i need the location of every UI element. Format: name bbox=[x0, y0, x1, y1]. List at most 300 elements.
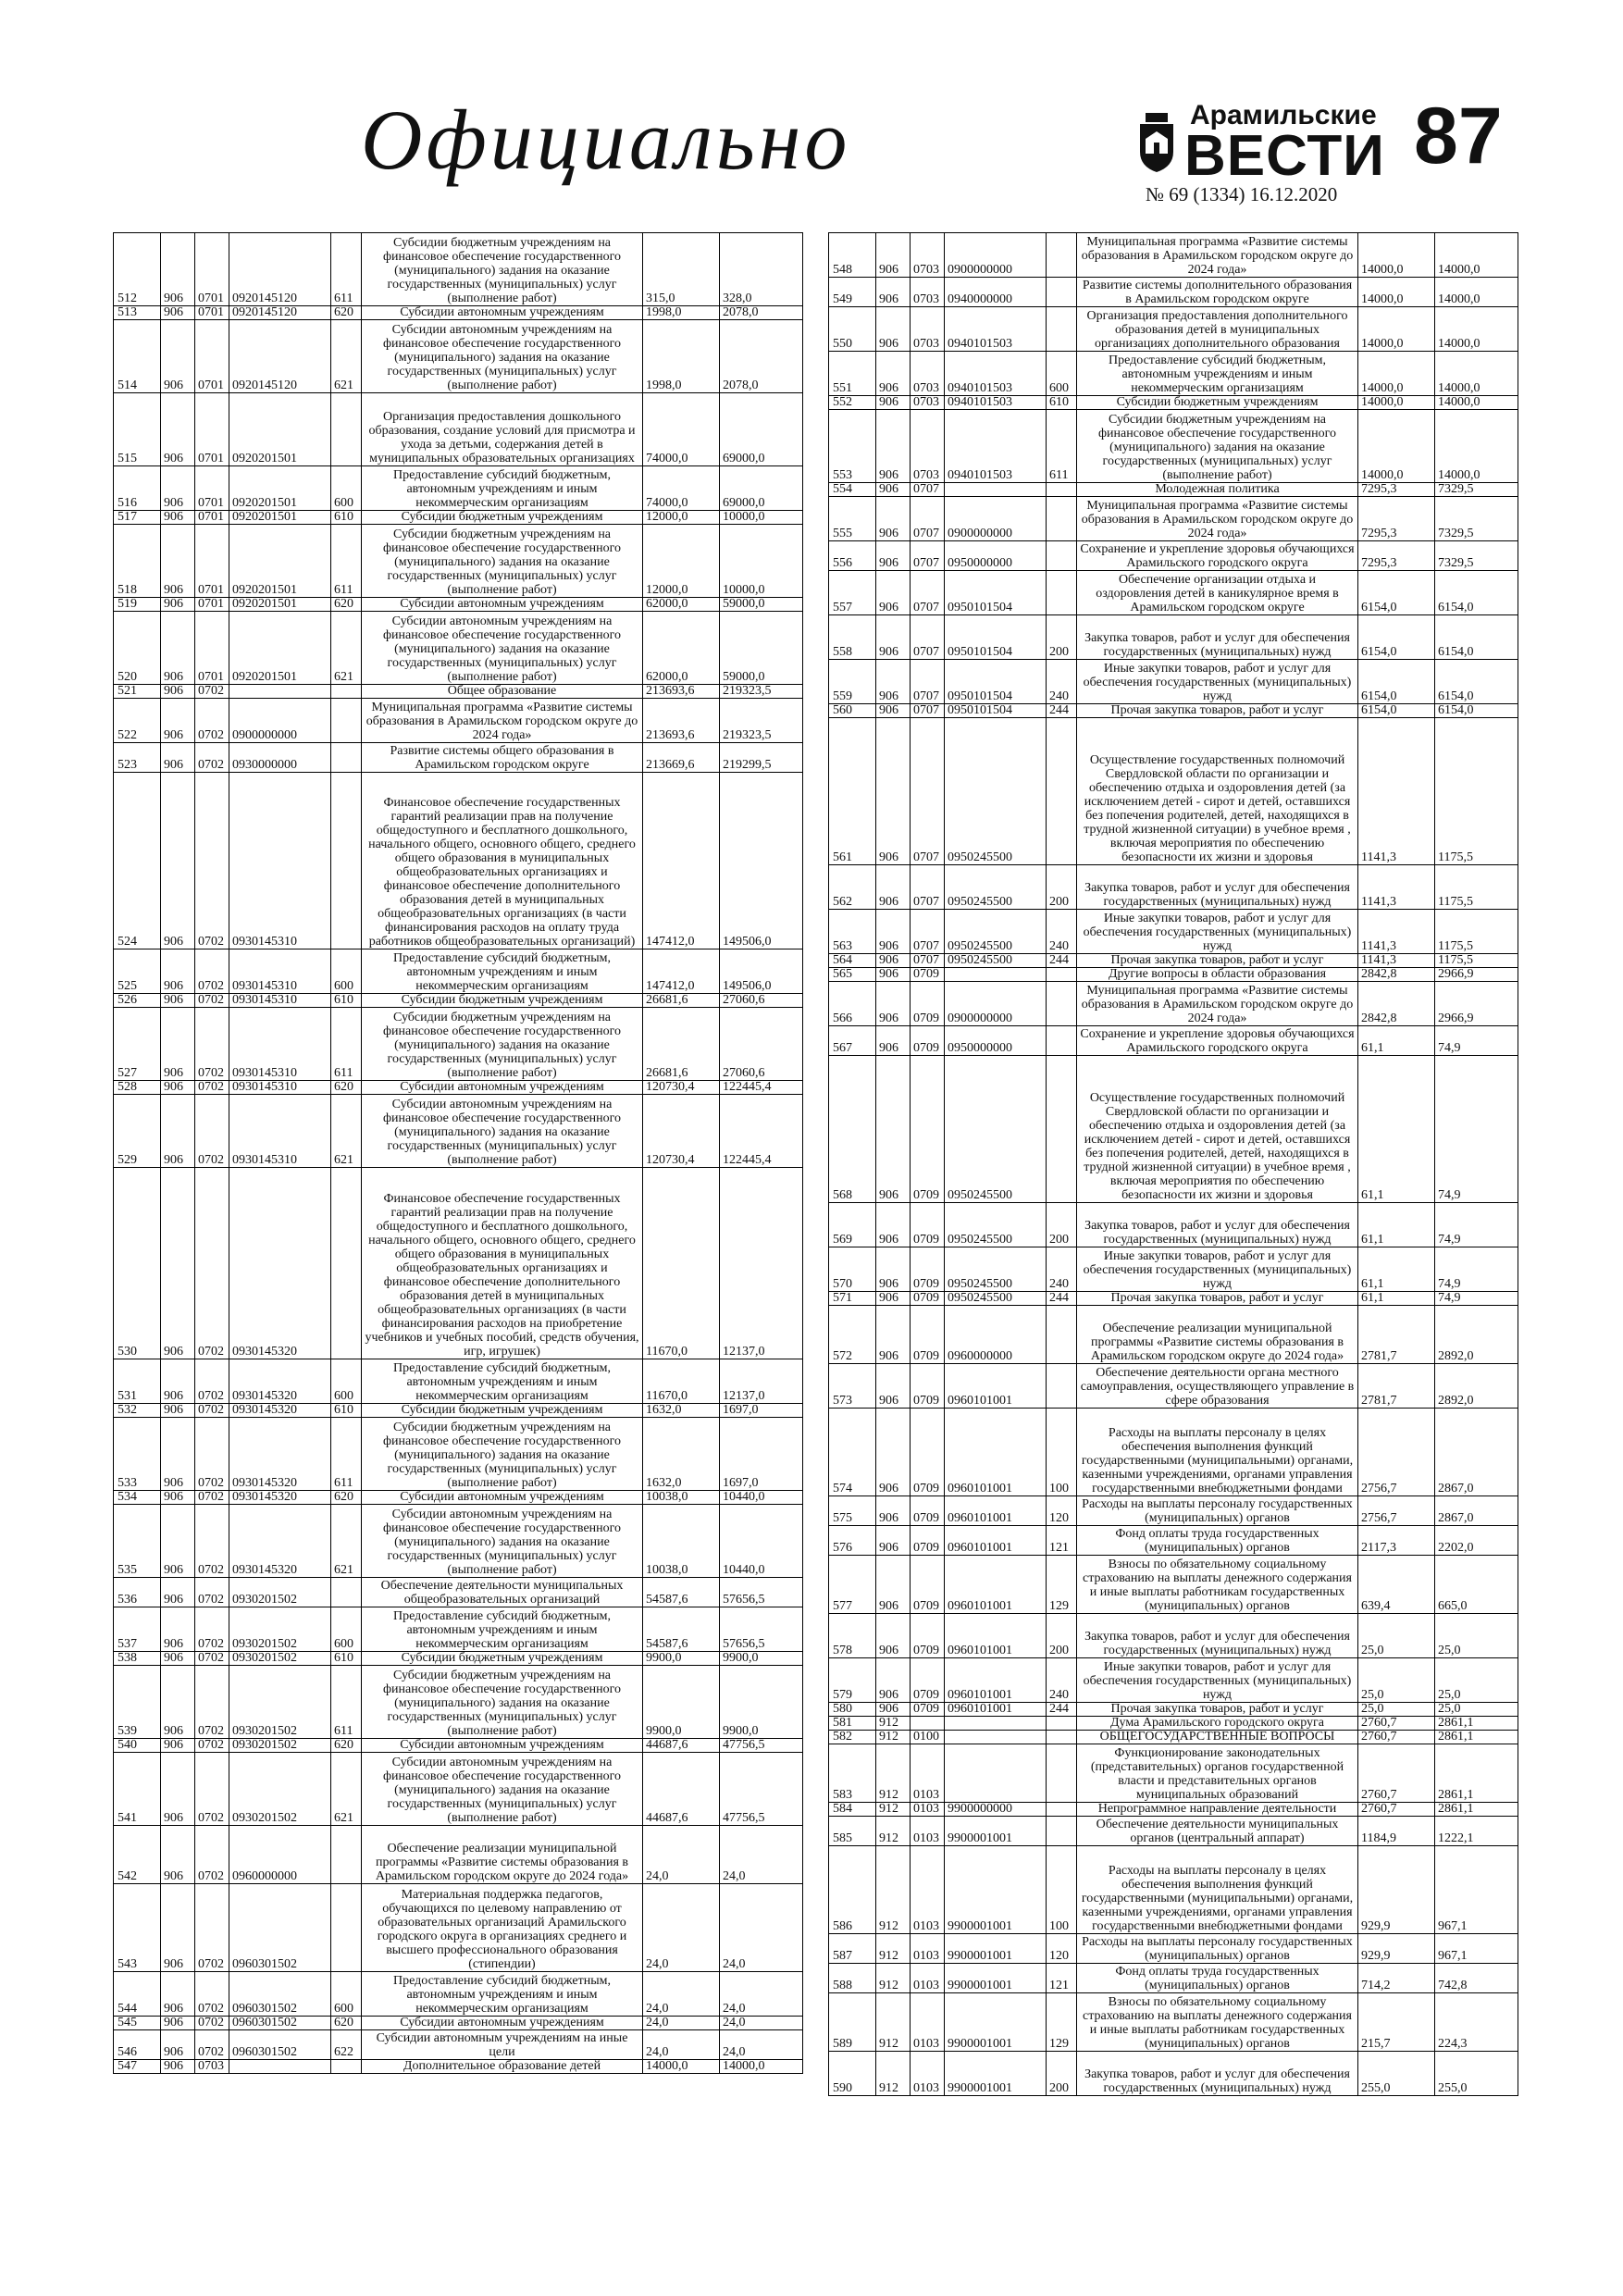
amount-2021: 14000,0 bbox=[1357, 278, 1434, 306]
table-row bbox=[114, 949, 802, 993]
section-code: 0702 bbox=[194, 1359, 229, 1403]
amount-2021: 61,1 bbox=[1357, 1292, 1434, 1305]
amount-2022: 27060,6 bbox=[719, 994, 802, 1007]
expense-description: Закупка товаров, работ и услуг для обеспечения государственных (муниципальных) нужд bbox=[1076, 1614, 1357, 1657]
amount-2021: 61,1 bbox=[1357, 1247, 1434, 1291]
expense-description: Субсидии автономным учреждениям bbox=[361, 598, 642, 611]
table-row bbox=[114, 465, 802, 510]
amount-2022: 1697,0 bbox=[719, 1418, 802, 1490]
section-code: 0707 bbox=[910, 541, 944, 570]
target-article-code: 0960101001 bbox=[944, 1556, 1046, 1613]
amount-2021: 929,9 bbox=[1357, 1846, 1434, 1933]
admin-code: 906 bbox=[160, 466, 194, 510]
amount-2021: 44687,6 bbox=[642, 1739, 719, 1752]
table-row bbox=[114, 772, 802, 949]
amount-2021: 213693,6 bbox=[642, 699, 719, 742]
row-number: 541 bbox=[118, 1811, 137, 1825]
admin-code: 912 bbox=[875, 1964, 910, 1992]
expense-type-code bbox=[1046, 1717, 1076, 1730]
expense-type-code bbox=[1046, 233, 1076, 277]
target-article-code: 0950245500 bbox=[944, 718, 1046, 864]
expense-type-code bbox=[330, 685, 361, 698]
admin-code: 906 bbox=[875, 396, 910, 409]
amount-2021: 2117,3 bbox=[1357, 1526, 1434, 1555]
target-article-code: 0930145320 bbox=[229, 1505, 330, 1577]
expense-type-code: 610 bbox=[330, 1652, 361, 1665]
target-article-code: 0930145310 bbox=[229, 994, 330, 1007]
expense-type-code: 621 bbox=[330, 1505, 361, 1577]
target-article-code: 9900001001 bbox=[944, 1817, 1046, 1845]
table-row bbox=[114, 698, 802, 742]
target-article-code: 0930201502 bbox=[229, 1607, 330, 1651]
amount-2022: 149506,0 bbox=[719, 949, 802, 993]
section-code: 0707 bbox=[910, 615, 944, 659]
section-code: 0707 bbox=[910, 865, 944, 909]
expense-type-code: 100 bbox=[1046, 1409, 1076, 1496]
section-code: 0709 bbox=[910, 1203, 944, 1247]
expense-type-code: 240 bbox=[1046, 1247, 1076, 1291]
amount-2022: 742,8 bbox=[1434, 1964, 1518, 1992]
section-code: 0707 bbox=[910, 954, 944, 967]
table-row bbox=[829, 1816, 1518, 1845]
amount-2022: 57656,5 bbox=[719, 1578, 802, 1607]
target-article-code: 0960000000 bbox=[229, 1826, 330, 1883]
target-article-code: 0940101503 bbox=[944, 307, 1046, 351]
section-code: 0709 bbox=[910, 1496, 944, 1525]
section-code: 0702 bbox=[194, 685, 229, 698]
admin-code: 906 bbox=[160, 1826, 194, 1883]
amount-2022: 219323,5 bbox=[719, 699, 802, 742]
expense-description: Расходы на выплаты персоналу государственных (муниципальных) органов bbox=[1076, 1496, 1357, 1525]
row-number: 532 bbox=[118, 1404, 137, 1417]
table-row bbox=[114, 2016, 802, 2029]
admin-code: 906 bbox=[875, 1614, 910, 1657]
target-article-code: 0950000000 bbox=[944, 541, 1046, 570]
expense-description: Предоставление субсидий бюджетным, автономным учреждениям и иным некоммерческим организациям bbox=[361, 1607, 642, 1651]
table-row bbox=[114, 1752, 802, 1825]
table-row bbox=[829, 981, 1518, 1025]
amount-2022: 74,9 bbox=[1434, 1026, 1518, 1055]
logo-line2: ВЕСТИ bbox=[1184, 124, 1385, 188]
section-code: 0103 bbox=[910, 1803, 944, 1816]
expense-description: Субсидии бюджетным учреждениям на финансовое обеспечение государственного (муниципального) задания на оказание государственных (муниципальных) услуг (выполнение работ) bbox=[361, 1418, 642, 1490]
target-article-code: 0930145310 bbox=[229, 1008, 330, 1080]
row-number: 522 bbox=[118, 728, 137, 742]
target-article-code: 0960101001 bbox=[944, 1526, 1046, 1555]
section-code: 0702 bbox=[194, 994, 229, 1007]
row-number: 555 bbox=[833, 527, 852, 540]
table-row bbox=[114, 1359, 802, 1403]
table-row bbox=[114, 524, 802, 597]
expense-description: Непрограммное направление деятельности bbox=[1076, 1803, 1357, 1816]
amount-2021: 10038,0 bbox=[642, 1491, 719, 1504]
admin-code: 906 bbox=[875, 660, 910, 703]
amount-2021: 54587,6 bbox=[642, 1607, 719, 1651]
table-row bbox=[114, 392, 802, 465]
expense-description: Предоставление субсидий бюджетным, автономным учреждениям и иным некоммерческим организациям bbox=[361, 949, 642, 993]
section-code bbox=[910, 1717, 944, 1730]
amount-2021: 6154,0 bbox=[1357, 704, 1434, 717]
section-code: 0702 bbox=[194, 743, 229, 772]
table-row bbox=[829, 1291, 1518, 1305]
row-number: 535 bbox=[118, 1563, 137, 1577]
section-code: 0709 bbox=[910, 982, 944, 1025]
expense-description: Расходы на выплаты персоналу в целях обеспечения выполнения функций государственными (муниципальными) органами, казенными учреждениями, органами управления государственными внебюджетными фондами bbox=[1076, 1409, 1357, 1496]
amount-2021: 61,1 bbox=[1357, 1203, 1434, 1247]
admin-code: 912 bbox=[875, 1744, 910, 1802]
section-code: 0103 bbox=[910, 1964, 944, 1992]
table-row bbox=[829, 540, 1518, 570]
expense-type-code bbox=[1046, 307, 1076, 351]
expense-type-code bbox=[1046, 968, 1076, 981]
section-code: 0103 bbox=[910, 2052, 944, 2095]
expense-type-code bbox=[1046, 541, 1076, 570]
section-code: 0702 bbox=[194, 1607, 229, 1651]
table-row bbox=[114, 1971, 802, 2016]
row-number: 589 bbox=[833, 2037, 852, 2051]
target-article-code: 0940101503 bbox=[944, 352, 1046, 395]
target-article-code: 0920201501 bbox=[229, 525, 330, 597]
admin-code: 906 bbox=[875, 1203, 910, 1247]
expense-type-code: 620 bbox=[330, 306, 361, 319]
expense-type-code: 244 bbox=[1046, 954, 1076, 967]
target-article-code: 0960000000 bbox=[944, 1306, 1046, 1363]
row-number: 556 bbox=[833, 556, 852, 570]
admin-code: 906 bbox=[160, 612, 194, 684]
section-code: 0702 bbox=[194, 1008, 229, 1080]
expense-type-code bbox=[1046, 1803, 1076, 1816]
admin-code: 906 bbox=[875, 615, 910, 659]
admin-code: 906 bbox=[160, 1884, 194, 1971]
amount-2022: 1175,5 bbox=[1434, 910, 1518, 953]
amount-2022: 7329,5 bbox=[1434, 497, 1518, 540]
table-row bbox=[829, 1025, 1518, 1055]
row-number: 549 bbox=[833, 292, 852, 306]
section-code: 0709 bbox=[910, 1056, 944, 1202]
expense-description: Материальная поддержка педагогов, обучающихся по целевому направлению от образовательных организаций Арамильского городского округа в организациях среднего и высшего профессионального образования (стипендии) bbox=[361, 1884, 642, 1971]
table-row bbox=[114, 1504, 802, 1577]
admin-code: 906 bbox=[875, 910, 910, 953]
amount-2021: 24,0 bbox=[642, 1826, 719, 1883]
amount-2022: 2861,1 bbox=[1434, 1731, 1518, 1744]
amount-2022: 1175,5 bbox=[1434, 865, 1518, 909]
expense-type-code: 129 bbox=[1046, 1556, 1076, 1613]
amount-2021: 315,0 bbox=[642, 233, 719, 305]
section-code: 0709 bbox=[910, 1247, 944, 1291]
row-number: 566 bbox=[833, 1011, 852, 1025]
amount-2022: 14000,0 bbox=[1434, 396, 1518, 409]
row-number: 582 bbox=[833, 1731, 852, 1744]
admin-code: 912 bbox=[875, 1846, 910, 1933]
amount-2022: 27060,6 bbox=[719, 1008, 802, 1080]
amount-2021: 12000,0 bbox=[642, 511, 719, 524]
expense-description: Субсидии автономным учреждениям на финансовое обеспечение государственного (муниципального) задания на оказание государственных (муниципальных) услуг (выполнение работ) bbox=[361, 320, 642, 392]
amount-2022: 7329,5 bbox=[1434, 541, 1518, 570]
row-number: 516 bbox=[118, 496, 137, 510]
expense-description: Фонд оплаты труда государственных (муниципальных) органов bbox=[1076, 1964, 1357, 1992]
expense-type-code: 620 bbox=[330, 1739, 361, 1752]
expense-type-code bbox=[330, 1884, 361, 1971]
target-article-code: 0920145120 bbox=[229, 320, 330, 392]
row-number: 548 bbox=[833, 263, 852, 277]
target-article-code: 0930000000 bbox=[229, 743, 330, 772]
table-row bbox=[829, 1702, 1518, 1716]
admin-code: 906 bbox=[160, 1168, 194, 1359]
table-row bbox=[829, 277, 1518, 306]
row-number: 573 bbox=[833, 1394, 852, 1408]
expense-type-code bbox=[1046, 1026, 1076, 1055]
expense-description: Субсидии автономным учреждениям на финансовое обеспечение государственного (муниципального) задания на оказание государственных (муниципальных) услуг (выполнение работ) bbox=[361, 612, 642, 684]
amount-2022: 59000,0 bbox=[719, 598, 802, 611]
target-article-code: 0930145310 bbox=[229, 949, 330, 993]
expense-description: Фонд оплаты труда государственных (муниципальных) органов bbox=[1076, 1526, 1357, 1555]
amount-2022: 59000,0 bbox=[719, 612, 802, 684]
section-code: 0702 bbox=[194, 1972, 229, 2016]
section-code: 0703 bbox=[910, 278, 944, 306]
admin-code: 912 bbox=[875, 1993, 910, 2051]
amount-2022: 57656,5 bbox=[719, 1607, 802, 1651]
target-article-code: 0960301502 bbox=[229, 1884, 330, 1971]
target-article-code: 0950000000 bbox=[944, 1026, 1046, 1055]
expense-description: Обеспечение деятельности муниципальных органов (центральный аппарат) bbox=[1076, 1817, 1357, 1845]
admin-code: 906 bbox=[875, 278, 910, 306]
target-article-code: 0930145310 bbox=[229, 1095, 330, 1167]
expense-description: Иные закупки товаров, работ и услуг для обеспечения государственных (муниципальных) нужд bbox=[1076, 910, 1357, 953]
row-number: 536 bbox=[118, 1593, 137, 1607]
table-row bbox=[829, 1744, 1518, 1802]
expense-type-code bbox=[1046, 1731, 1076, 1744]
table-row bbox=[114, 2059, 802, 2073]
expense-description: Субсидии бюджетным учреждениям bbox=[361, 1404, 642, 1417]
row-number: 512 bbox=[118, 292, 137, 305]
table-row bbox=[829, 1555, 1518, 1613]
expense-description: Муниципальная программа «Развитие системы образования в Арамильском городском округе до 2024 года» bbox=[1076, 982, 1357, 1025]
table-row bbox=[829, 1933, 1518, 1963]
expense-description: Закупка товаров, работ и услуг для обеспечения государственных (муниципальных) нужд bbox=[1076, 2052, 1357, 2095]
expense-description: Осуществление государственных полномочий Свердловской области по организации и обеспечению отдыха и оздоровления детей (за исключением детей - сирот и детей, оставшихся без попечения родителей, детей, находящихся в трудной жизненной ситуации) в учебное время , включая мероприятия по обеспечению безопасности их жизни и здоровья bbox=[1076, 1056, 1357, 1202]
target-article-code: 0960101001 bbox=[944, 1658, 1046, 1702]
section-code: 0702 bbox=[194, 1168, 229, 1359]
expense-description: Обеспечение реализации муниципальной программы «Развитие системы образования в Арамильском городском округе до 2024 года» bbox=[1076, 1306, 1357, 1363]
amount-2021: 12000,0 bbox=[642, 525, 719, 597]
expense-type-code: 120 bbox=[1046, 1496, 1076, 1525]
target-article-code: 0920201501 bbox=[229, 466, 330, 510]
row-number: 530 bbox=[118, 1345, 137, 1359]
amount-2021: 26681,6 bbox=[642, 1008, 719, 1080]
expense-description: Финансовое обеспечение государственных гарантий реализации прав на получение общедоступного и бесплатного дошкольного, начального общего, основного общего, среднего общего образования в муниципальных общеобразовательных организациях и финансовое обеспечение дополнительного образования детей в муниципальных общеобразовательных организациях (в части финансирования расходов на приобретение учебников и учебных пособий, средств обучения, игр, игрушек) bbox=[361, 1168, 642, 1359]
section-code: 0702 bbox=[194, 1578, 229, 1607]
target-article-code: 0960301502 bbox=[229, 1972, 330, 2016]
amount-2022: 47756,5 bbox=[719, 1739, 802, 1752]
section-code: 0701 bbox=[194, 525, 229, 597]
expense-description: Прочая закупка товаров, работ и услуг bbox=[1076, 1292, 1357, 1305]
table-row bbox=[829, 1055, 1518, 1202]
expense-description: Субсидии бюджетным учреждениям на финансовое обеспечение государственного (муниципального) задания на оказание государственных (муниципальных) услуг (выполнение работ) bbox=[361, 1008, 642, 1080]
row-number: 529 bbox=[118, 1153, 137, 1167]
table-row bbox=[829, 351, 1518, 395]
budget-table-left bbox=[113, 232, 803, 2074]
admin-code: 906 bbox=[160, 1972, 194, 2016]
amount-2022: 24,0 bbox=[719, 1826, 802, 1883]
table-row bbox=[829, 1363, 1518, 1408]
coat-of-arms-icon bbox=[1136, 111, 1177, 174]
admin-code: 906 bbox=[160, 1505, 194, 1577]
table-row bbox=[114, 1007, 802, 1080]
amount-2022: 25,0 bbox=[1434, 1658, 1518, 1702]
expense-description: Организация предоставления дополнительного образования детей в муниципальных организациях дополнительного образования bbox=[1076, 307, 1357, 351]
amount-2022: 2892,0 bbox=[1434, 1306, 1518, 1363]
admin-code: 906 bbox=[875, 954, 910, 967]
amount-2022: 2861,1 bbox=[1434, 1717, 1518, 1730]
section-code: 0707 bbox=[910, 497, 944, 540]
expense-description: Субсидии бюджетным учреждениям на финансовое обеспечение государственного (муниципального) задания на оказание государственных (муниципальных) услуг (выполнение работ) bbox=[361, 1666, 642, 1738]
admin-code: 906 bbox=[875, 1409, 910, 1496]
expense-type-code bbox=[330, 1826, 361, 1883]
target-article-code: 0950101504 bbox=[944, 704, 1046, 717]
amount-2022: 665,0 bbox=[1434, 1556, 1518, 1613]
expense-type-code: 200 bbox=[1046, 1614, 1076, 1657]
expense-type-code: 622 bbox=[330, 2030, 361, 2059]
expense-description: ОБЩЕГОСУДАРСТВЕННЫЕ ВОПРОСЫ bbox=[1076, 1731, 1357, 1744]
table-row bbox=[829, 1963, 1518, 1992]
admin-code: 906 bbox=[875, 1658, 910, 1702]
amount-2022: 224,3 bbox=[1434, 1993, 1518, 2051]
amount-2021: 2756,7 bbox=[1357, 1409, 1434, 1496]
section-code: 0701 bbox=[194, 233, 229, 305]
amount-2021: 147412,0 bbox=[642, 949, 719, 993]
amount-2022: 24,0 bbox=[719, 2017, 802, 2029]
admin-code: 906 bbox=[160, 525, 194, 597]
row-number: 543 bbox=[118, 1957, 137, 1971]
amount-2021: 14000,0 bbox=[1357, 396, 1434, 409]
table-row bbox=[829, 1305, 1518, 1363]
expense-type-code bbox=[330, 1168, 361, 1359]
section-code: 0703 bbox=[910, 307, 944, 351]
table-row bbox=[829, 233, 1518, 277]
section-code: 0702 bbox=[194, 1095, 229, 1167]
expense-type-code: 610 bbox=[330, 1404, 361, 1417]
expense-type-code: 600 bbox=[330, 466, 361, 510]
admin-code: 906 bbox=[160, 773, 194, 949]
amount-2021: 6154,0 bbox=[1357, 660, 1434, 703]
expense-type-code: 600 bbox=[330, 1972, 361, 2016]
section-code: 0709 bbox=[910, 1306, 944, 1363]
row-number: 565 bbox=[833, 968, 852, 981]
admin-code: 912 bbox=[875, 1731, 910, 1744]
section-code: 0702 bbox=[194, 1753, 229, 1825]
row-number: 590 bbox=[833, 2081, 852, 2095]
table-row bbox=[829, 967, 1518, 981]
expense-description: Предоставление субсидий бюджетным, автономным учреждениям и иным некоммерческим организациям bbox=[361, 1972, 642, 2016]
section-code: 0100 bbox=[910, 1731, 944, 1744]
expense-description: Закупка товаров, работ и услуг для обеспечения государственных (муниципальных) нужд bbox=[1076, 865, 1357, 909]
amount-2021: 120730,4 bbox=[642, 1095, 719, 1167]
table-row bbox=[829, 909, 1518, 953]
admin-code: 906 bbox=[160, 511, 194, 524]
row-number: 557 bbox=[833, 601, 852, 614]
row-number: 562 bbox=[833, 895, 852, 909]
section-code: 0701 bbox=[194, 306, 229, 319]
target-article-code: 9900001001 bbox=[944, 1846, 1046, 1933]
target-article-code: 0930145320 bbox=[229, 1404, 330, 1417]
section-code: 0707 bbox=[910, 483, 944, 496]
amount-2021: 120730,4 bbox=[642, 1081, 719, 1094]
expense-type-code: 120 bbox=[1046, 1934, 1076, 1963]
amount-2021: 74000,0 bbox=[642, 393, 719, 465]
target-article-code: 0930145320 bbox=[229, 1491, 330, 1504]
row-number: 560 bbox=[833, 704, 852, 717]
table-row bbox=[829, 570, 1518, 614]
table-row bbox=[829, 482, 1518, 496]
expense-type-code: 600 bbox=[330, 1607, 361, 1651]
row-number: 552 bbox=[833, 396, 852, 409]
admin-code: 906 bbox=[160, 699, 194, 742]
amount-2022: 7329,5 bbox=[1434, 483, 1518, 496]
amount-2021: 14000,0 bbox=[642, 2060, 719, 2073]
target-article-code: 0960101001 bbox=[944, 1496, 1046, 1525]
amount-2022: 6154,0 bbox=[1434, 660, 1518, 703]
admin-code: 906 bbox=[875, 541, 910, 570]
expense-description: Финансовое обеспечение государственных гарантий реализации прав на получение общедоступного и бесплатного дошкольного, начального общего, основного общего, среднего общего образования в муниципальных общеобразовательных организациях и финансовое обеспечение дополнительного образования детей в муниципальных общеобразовательных организациях (в части финансирования расходов на оплату труда работников общеобразовательных организаций) bbox=[361, 773, 642, 949]
row-number: 553 bbox=[833, 468, 852, 482]
table-row bbox=[829, 717, 1518, 864]
expense-description: Субсидии автономным учреждениям bbox=[361, 1491, 642, 1504]
table-row bbox=[829, 703, 1518, 717]
table-row bbox=[114, 2029, 802, 2059]
target-article-code: 9900001001 bbox=[944, 1934, 1046, 1963]
expense-description: Субсидии бюджетным учреждениям bbox=[361, 1652, 642, 1665]
admin-code: 906 bbox=[160, 2060, 194, 2073]
section-code: 0707 bbox=[910, 718, 944, 864]
target-article-code: 0950245500 bbox=[944, 1203, 1046, 1247]
amount-2022: 219299,5 bbox=[719, 743, 802, 772]
table-row bbox=[114, 1167, 802, 1359]
admin-code: 912 bbox=[875, 1934, 910, 1963]
amount-2022: 74,9 bbox=[1434, 1292, 1518, 1305]
row-number: 583 bbox=[833, 1788, 852, 1802]
table-row bbox=[114, 510, 802, 524]
target-article-code: 0920201501 bbox=[229, 598, 330, 611]
section-code: 0702 bbox=[194, 699, 229, 742]
amount-2021: 7295,3 bbox=[1357, 497, 1434, 540]
row-number: 519 bbox=[118, 598, 137, 611]
expense-type-code bbox=[1046, 483, 1076, 496]
admin-code: 906 bbox=[160, 2017, 194, 2029]
amount-2022: 2078,0 bbox=[719, 306, 802, 319]
table-row bbox=[114, 597, 802, 611]
amount-2021: 1141,3 bbox=[1357, 718, 1434, 864]
section-code: 0709 bbox=[910, 1658, 944, 1702]
expense-description: Субсидии бюджетным учреждениям на финансовое обеспечение государственного (муниципального) задания на оказание государственных (муниципальных) услуг (выполнение работ) bbox=[361, 233, 642, 305]
expense-description: Муниципальная программа «Развитие системы образования в Арамильском городском округе до 2024 года» bbox=[361, 699, 642, 742]
admin-code: 906 bbox=[875, 1247, 910, 1291]
table-row bbox=[114, 611, 802, 684]
section-code: 0103 bbox=[910, 1934, 944, 1963]
expense-type-code: 240 bbox=[1046, 1658, 1076, 1702]
admin-code: 906 bbox=[160, 1081, 194, 1094]
row-number: 513 bbox=[118, 306, 137, 319]
target-article-code: 0950101504 bbox=[944, 571, 1046, 614]
expense-description: Субсидии автономным учреждениям bbox=[361, 1081, 642, 1094]
target-article-code: 0960301502 bbox=[229, 2030, 330, 2059]
amount-2021: 213669,6 bbox=[642, 743, 719, 772]
amount-2021: 2756,7 bbox=[1357, 1496, 1434, 1525]
table-row bbox=[829, 496, 1518, 540]
expense-description: Обеспечение организации отдыха и оздоровления детей в каникулярное время в Арамильском городском округе bbox=[1076, 571, 1357, 614]
amount-2022: 6154,0 bbox=[1434, 704, 1518, 717]
admin-code: 912 bbox=[875, 1803, 910, 1816]
section-code: 0709 bbox=[910, 968, 944, 981]
